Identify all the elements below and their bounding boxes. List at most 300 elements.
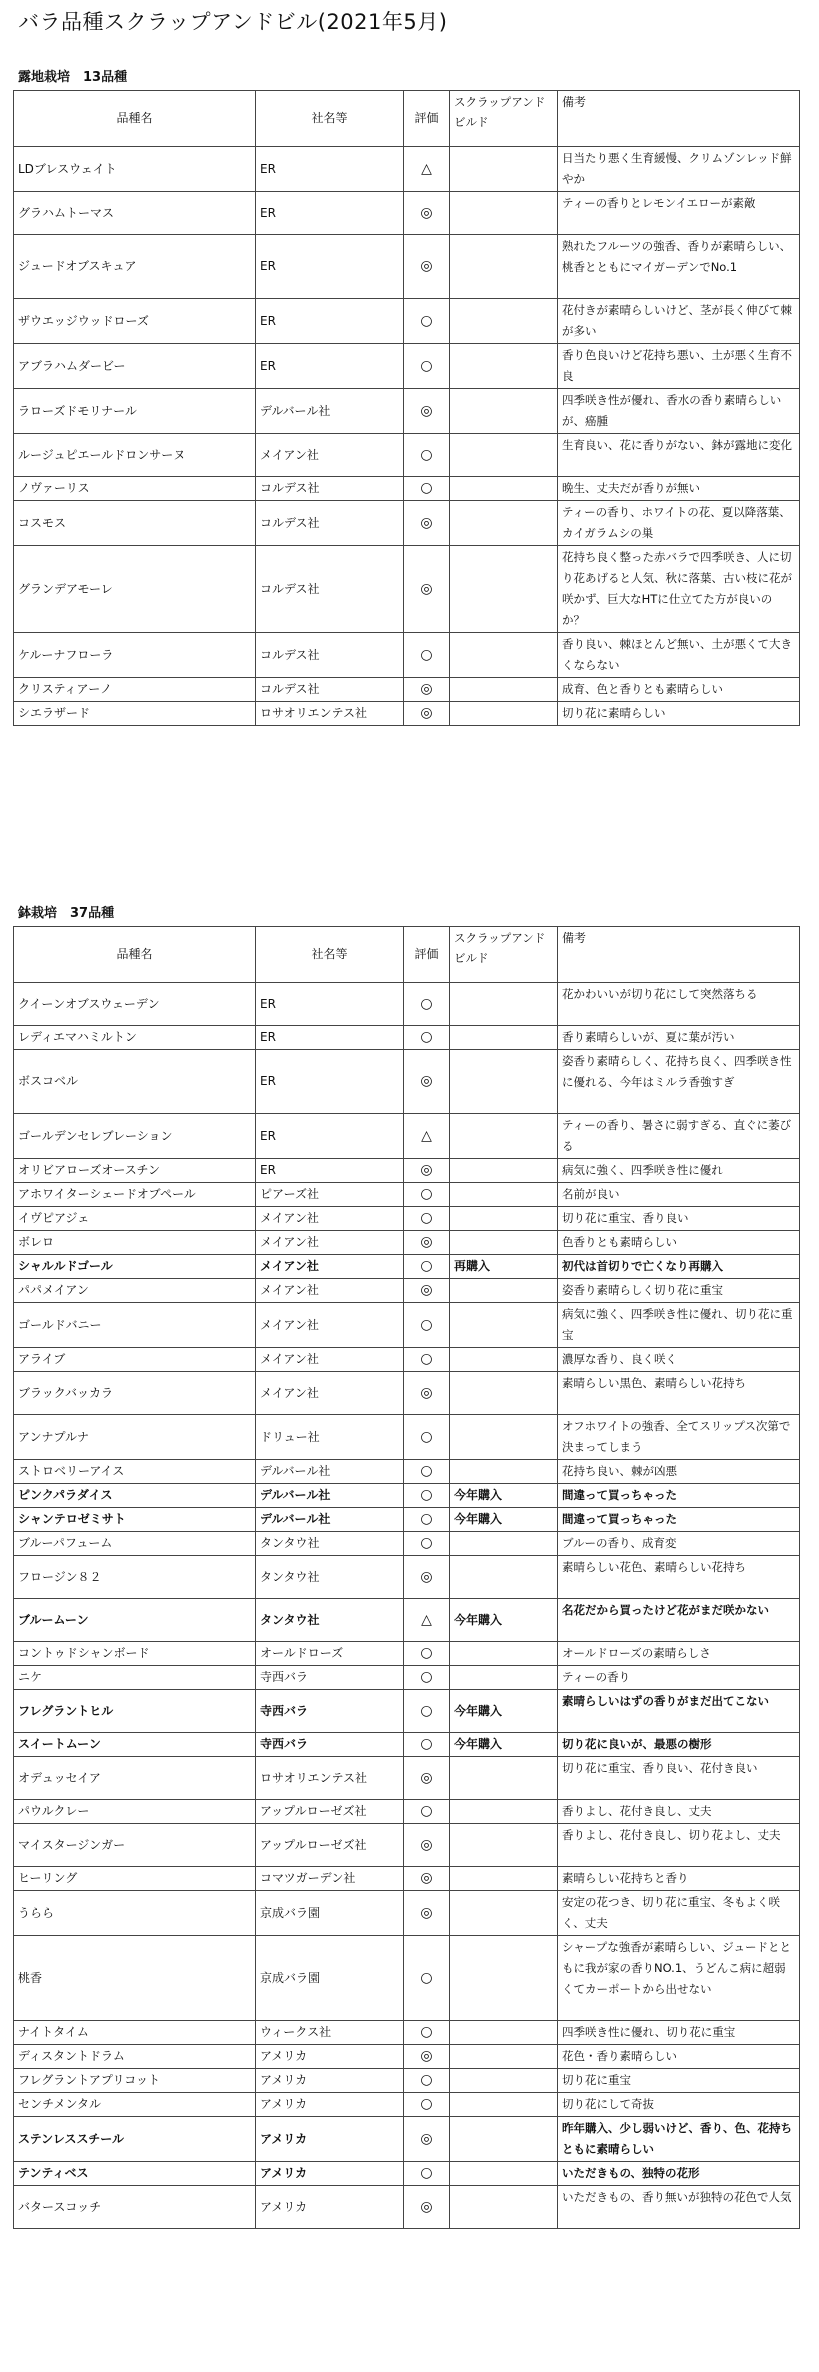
table-row [14, 1757, 800, 1800]
scrap-cell [450, 501, 558, 546]
table-row [14, 501, 800, 546]
table-row [14, 1460, 800, 1484]
company-cell: デルバール社 [256, 1460, 404, 1484]
note-cell: ブルーの香り、成育変 [558, 1532, 800, 1556]
table-row [14, 1279, 800, 1303]
rating-cell: ◎ [404, 678, 450, 702]
table-row [14, 147, 800, 192]
company-cell: コルデス社 [256, 546, 404, 633]
header-note: 備考 [558, 91, 800, 147]
table-row [14, 2045, 800, 2069]
scrap-cell [450, 1867, 558, 1891]
variety-cell: ステンレススチール [14, 2117, 256, 2162]
company-cell: 京成バラ園 [256, 1891, 404, 1936]
variety-cell: アンナプルナ [14, 1415, 256, 1460]
rating-cell: ◎ [404, 1556, 450, 1599]
scrap-cell [450, 1556, 558, 1599]
header-company: 社名等 [256, 91, 404, 147]
note-cell: 切り花に重宝 [558, 2069, 800, 2093]
scrap-cell [450, 702, 558, 726]
scrap-cell [450, 1824, 558, 1867]
scrap-cell [450, 434, 558, 477]
table-row [14, 1231, 800, 1255]
table-row [14, 2162, 800, 2186]
note-cell: ティーの香り [558, 1666, 800, 1690]
note-cell: 切り花に重宝、香り良い [558, 1207, 800, 1231]
note-cell: 色香りとも素晴らしい [558, 1231, 800, 1255]
rating-cell: ○ [404, 1183, 450, 1207]
rating-cell: ◎ [404, 1757, 450, 1800]
header-rating: 評価 [404, 927, 450, 983]
note-cell: 熟れたフルーツの強香、香りが素晴らしい、桃香とともにマイガーデンでNo.1 [558, 235, 800, 299]
scrap-cell: 今年購入 [450, 1508, 558, 1532]
note-cell: 名花だから買ったけど花がまだ咲かない [558, 1599, 800, 1642]
table-row [14, 983, 800, 1026]
note-cell: 香り良い、棘ほとんど無い、土が悪くて大きくならない [558, 633, 800, 678]
company-cell: デルバール社 [256, 1508, 404, 1532]
scrap-cell [450, 1532, 558, 1556]
rating-cell: ○ [404, 299, 450, 344]
header-company: 社名等 [256, 927, 404, 983]
table-row [14, 389, 800, 434]
variety-cell: 桃香 [14, 1936, 256, 2021]
company-cell: コルデス社 [256, 633, 404, 678]
variety-cell: イヴピアジェ [14, 1207, 256, 1231]
note-cell: 切り花に素晴らしい [558, 702, 800, 726]
variety-cell: ナイトタイム [14, 2021, 256, 2045]
note-cell: 香りよし、花付き良し、丈夫 [558, 1800, 800, 1824]
rating-cell: ◎ [404, 501, 450, 546]
scrap-cell: 再購入 [450, 1255, 558, 1279]
company-cell: ER [256, 1050, 404, 1114]
rating-cell: ◎ [404, 389, 450, 434]
rating-cell: ○ [404, 1255, 450, 1279]
variety-cell: スイートムーン [14, 1733, 256, 1757]
company-cell: ER [256, 983, 404, 1026]
table-row [14, 1556, 800, 1599]
company-cell: ER [256, 1114, 404, 1159]
variety-cell: ゴールデンセレブレーション [14, 1114, 256, 1159]
variety-cell: コスモス [14, 501, 256, 546]
scrap-cell [450, 1415, 558, 1460]
note-cell: ティーの香り、ホワイトの花、夏以降落葉、カイガラムシの巣 [558, 501, 800, 546]
variety-cell: シャンテロゼミサト [14, 1508, 256, 1532]
table-row [14, 1642, 800, 1666]
rating-cell: △ [404, 1114, 450, 1159]
scrap-cell [450, 2117, 558, 2162]
rating-cell: ○ [404, 633, 450, 678]
rating-cell: ○ [404, 1460, 450, 1484]
rating-cell: ◎ [404, 2186, 450, 2229]
scrap-cell [450, 2045, 558, 2069]
company-cell: ロサオリエンテス社 [256, 702, 404, 726]
scrap-cell [450, 1348, 558, 1372]
company-cell: アメリカ [256, 2186, 404, 2229]
company-cell: メイアン社 [256, 1372, 404, 1415]
table-row [14, 1800, 800, 1824]
scrap-cell: 今年購入 [450, 1690, 558, 1733]
rating-cell: ○ [404, 1666, 450, 1690]
note-cell: 花色・香り素晴らしい [558, 2045, 800, 2069]
rating-cell: △ [404, 1599, 450, 1642]
rating-cell: ◎ [404, 1159, 450, 1183]
company-cell: アメリカ [256, 2162, 404, 2186]
table-row [14, 1484, 800, 1508]
company-cell: タンタウ社 [256, 1556, 404, 1599]
company-cell: オールドローズ [256, 1642, 404, 1666]
section-title-pot: 鉢栽培 37品種 [18, 906, 115, 921]
variety-cell: オデュッセイア [14, 1757, 256, 1800]
company-cell: コルデス社 [256, 501, 404, 546]
note-cell: 切り花に重宝、香り良い、花付き良い [558, 1757, 800, 1800]
variety-cell: クイーンオブスウェーデン [14, 983, 256, 1026]
variety-cell: センチメンタル [14, 2093, 256, 2117]
scrap-cell: 今年購入 [450, 1484, 558, 1508]
note-cell: 姿香り素晴らしく、花持ち良く、四季咲き性に優れる、今年はミルラ香強すぎ [558, 1050, 800, 1114]
rating-cell: ○ [404, 1026, 450, 1050]
table-row [14, 1666, 800, 1690]
variety-cell: マイスタージンガー [14, 1824, 256, 1867]
table-row [14, 1159, 800, 1183]
variety-cell: ジュードオブスキュア [14, 235, 256, 299]
scrap-cell [450, 1231, 558, 1255]
company-cell: ER [256, 1159, 404, 1183]
rating-cell: ○ [404, 434, 450, 477]
company-cell: ER [256, 299, 404, 344]
company-cell: ER [256, 1026, 404, 1050]
rating-cell: ◎ [404, 1231, 450, 1255]
table-row [14, 1348, 800, 1372]
rating-cell: ○ [404, 2021, 450, 2045]
variety-cell: ケルーナフローラ [14, 633, 256, 678]
table-row [14, 1255, 800, 1279]
scrap-cell [450, 1183, 558, 1207]
rating-cell: ○ [404, 1484, 450, 1508]
note-cell: 成育、色と香りとも素晴らしい [558, 678, 800, 702]
company-cell: メイアン社 [256, 1255, 404, 1279]
note-cell: 初代は首切りで亡くなり再購入 [558, 1255, 800, 1279]
note-cell: 切り花にして奇抜 [558, 2093, 800, 2117]
rating-cell: △ [404, 147, 450, 192]
header-rating: 評価 [404, 91, 450, 147]
header-variety: 品種名 [14, 91, 256, 147]
variety-cell: ピンクパラダイス [14, 1484, 256, 1508]
rating-cell: ○ [404, 1303, 450, 1348]
table-row [14, 1183, 800, 1207]
scrap-cell [450, 299, 558, 344]
note-cell: シャープな強香が素晴らしい、ジュードとともに我が家の香りNO.1、うどんこ病に超弱くてカーポートから出せない [558, 1936, 800, 2021]
note-cell: 花かわいいが切り花にして突然落ちる [558, 983, 800, 1026]
note-cell: 名前が良い [558, 1183, 800, 1207]
variety-cell: バタースコッチ [14, 2186, 256, 2229]
company-cell: ER [256, 235, 404, 299]
table-row [14, 2021, 800, 2045]
note-cell: 素晴らしい黒色、素晴らしい花持ち [558, 1372, 800, 1415]
note-cell: 晩生、丈夫だが香りが無い [558, 477, 800, 501]
scrap-cell [450, 1757, 558, 1800]
outdoor-table-body [14, 147, 800, 726]
scrap-cell [450, 1891, 558, 1936]
variety-cell: ヒーリング [14, 1867, 256, 1891]
note-cell: いただきもの、香り無いが独特の花色で人気 [558, 2186, 800, 2229]
scrap-cell [450, 1050, 558, 1114]
table-row [14, 1415, 800, 1460]
scrap-cell [450, 633, 558, 678]
company-cell: タンタウ社 [256, 1599, 404, 1642]
table-header-row [14, 927, 800, 983]
rating-cell: ○ [404, 477, 450, 501]
note-cell: 生育良い、花に香りがない、鉢が露地に変化 [558, 434, 800, 477]
scrap-cell [450, 1026, 558, 1050]
table-row [14, 2069, 800, 2093]
rating-cell: ○ [404, 1532, 450, 1556]
variety-cell: オリビアローズオースチン [14, 1159, 256, 1183]
table-row [14, 1050, 800, 1114]
variety-cell: ラローズドモリナール [14, 389, 256, 434]
scrap-cell [450, 983, 558, 1026]
header-variety: 品種名 [14, 927, 256, 983]
variety-cell: グラハムトーマス [14, 192, 256, 235]
variety-cell: ディスタントドラム [14, 2045, 256, 2069]
note-cell: 昨年購入、少し弱いけど、香り、色、花持ちともに素晴らしい [558, 2117, 800, 2162]
scrap-cell [450, 1207, 558, 1231]
table-row [14, 477, 800, 501]
table-row [14, 2117, 800, 2162]
rating-cell: ◎ [404, 2045, 450, 2069]
scrap-cell [450, 1936, 558, 2021]
variety-cell: コントゥドシャンボード [14, 1642, 256, 1666]
company-cell: アメリカ [256, 2069, 404, 2093]
scrap-cell [450, 1800, 558, 1824]
note-cell: 濃厚な香り、良く咲く [558, 1348, 800, 1372]
company-cell: ウィークス社 [256, 2021, 404, 2045]
scrap-cell [450, 192, 558, 235]
scrap-cell [450, 1159, 558, 1183]
company-cell: コマツガーデン社 [256, 1867, 404, 1891]
company-cell: 寺西バラ [256, 1733, 404, 1757]
company-cell: ドリュー社 [256, 1415, 404, 1460]
note-cell: 四季咲き性が優れ、香水の香り素晴らしいが、癌腫 [558, 389, 800, 434]
rating-cell: ○ [404, 344, 450, 389]
pot-table [13, 926, 800, 2229]
table-row [14, 1207, 800, 1231]
variety-cell: アライブ [14, 1348, 256, 1372]
note-cell: 病気に強く、四季咲き性に優れ [558, 1159, 800, 1183]
scrap-cell [450, 2093, 558, 2117]
table-header-row [14, 91, 800, 147]
variety-cell: アブラハムダービー [14, 344, 256, 389]
rating-cell: ○ [404, 1800, 450, 1824]
rating-cell: ◎ [404, 235, 450, 299]
company-cell: 京成バラ園 [256, 1936, 404, 2021]
table-row [14, 1026, 800, 1050]
variety-cell: ブルーパフューム [14, 1532, 256, 1556]
scrap-cell [450, 1642, 558, 1666]
company-cell: アップルローゼズ社 [256, 1824, 404, 1867]
table-row [14, 1733, 800, 1757]
table-row [14, 1303, 800, 1348]
table-row [14, 1824, 800, 1867]
section-title-outdoor: 露地栽培 13品種 [18, 70, 128, 85]
rating-cell: ○ [404, 2069, 450, 2093]
company-cell: 寺西バラ [256, 1690, 404, 1733]
company-cell: メイアン社 [256, 1207, 404, 1231]
variety-cell: ノヴァーリス [14, 477, 256, 501]
variety-cell: ゴールドバニー [14, 1303, 256, 1348]
note-cell: 安定の花つき、切り花に重宝、冬もよく咲く、丈夫 [558, 1891, 800, 1936]
company-cell: メイアン社 [256, 1231, 404, 1255]
company-cell: タンタウ社 [256, 1532, 404, 1556]
scrap-cell [450, 235, 558, 299]
scrap-cell [450, 1460, 558, 1484]
company-cell: コルデス社 [256, 477, 404, 501]
rating-cell: ○ [404, 1415, 450, 1460]
note-cell: 香りよし、花付き良し、切り花よし、丈夫 [558, 1824, 800, 1867]
rating-cell: ◎ [404, 1824, 450, 1867]
scrap-cell: 今年購入 [450, 1599, 558, 1642]
variety-cell: ザウエッジウッドローズ [14, 299, 256, 344]
rating-cell: ○ [404, 1733, 450, 1757]
rating-cell: ○ [404, 2162, 450, 2186]
header-note: 備考 [558, 927, 800, 983]
company-cell: ER [256, 192, 404, 235]
company-cell: メイアン社 [256, 1279, 404, 1303]
variety-cell: グランデアモーレ [14, 546, 256, 633]
company-cell: デルバール社 [256, 1484, 404, 1508]
header-scrap-and-build: スクラップアンドビルド [450, 927, 558, 983]
scrap-cell [450, 2162, 558, 2186]
variety-cell: ストロベリーアイス [14, 1460, 256, 1484]
rating-cell: ◎ [404, 192, 450, 235]
variety-cell: テンティベス [14, 2162, 256, 2186]
table-row [14, 2093, 800, 2117]
table-row [14, 1114, 800, 1159]
rating-cell: ◎ [404, 1279, 450, 1303]
table-row [14, 2186, 800, 2229]
rating-cell: ○ [404, 2093, 450, 2117]
table-row [14, 1690, 800, 1733]
note-cell: 素晴らしいはずの香りがまだ出てこない [558, 1690, 800, 1733]
scrap-cell [450, 477, 558, 501]
scrap-cell [450, 1372, 558, 1415]
scrap-cell [450, 546, 558, 633]
note-cell: 姿香り素晴らしく切り花に重宝 [558, 1279, 800, 1303]
table-row [14, 546, 800, 633]
note-cell: 間違って買っちゃった [558, 1484, 800, 1508]
company-cell: デルバール社 [256, 389, 404, 434]
outdoor-table [13, 90, 800, 726]
variety-cell: クリスティアーノ [14, 678, 256, 702]
note-cell: 香り素晴らしいが、夏に葉が汚い [558, 1026, 800, 1050]
rating-cell: ◎ [404, 1372, 450, 1415]
company-cell: ER [256, 344, 404, 389]
company-cell: アップルローゼズ社 [256, 1800, 404, 1824]
rating-cell: ◎ [404, 2117, 450, 2162]
note-cell: 間違って買っちゃった [558, 1508, 800, 1532]
table-row [14, 235, 800, 299]
note-cell: 花持ち良い、棘が凶悪 [558, 1460, 800, 1484]
scrap-cell [450, 1666, 558, 1690]
table-row [14, 1891, 800, 1936]
variety-cell: ニケ [14, 1666, 256, 1690]
rating-cell: ◎ [404, 546, 450, 633]
scrap-cell [450, 389, 558, 434]
variety-cell: フレグラントアプリコット [14, 2069, 256, 2093]
scrap-cell [450, 1114, 558, 1159]
rating-cell: ◎ [404, 1050, 450, 1114]
company-cell: ピアーズ社 [256, 1183, 404, 1207]
note-cell: オフホワイトの強香、全てスリップス次第で決まってしまう [558, 1415, 800, 1460]
scrap-cell [450, 678, 558, 702]
company-cell: アメリカ [256, 2117, 404, 2162]
variety-cell: ブルームーン [14, 1599, 256, 1642]
scrap-cell [450, 1279, 558, 1303]
variety-cell: ブラックバッカラ [14, 1372, 256, 1415]
table-row [14, 344, 800, 389]
company-cell: コルデス社 [256, 678, 404, 702]
note-cell: 病気に強く、四季咲き性に優れ、切り花に重宝 [558, 1303, 800, 1348]
variety-cell: フロージン８２ [14, 1556, 256, 1599]
scrap-cell [450, 2069, 558, 2093]
rating-cell: ○ [404, 1642, 450, 1666]
scrap-cell [450, 344, 558, 389]
rating-cell: ○ [404, 983, 450, 1026]
note-cell: 香り色良いけど花持ち悪い、土が悪く生育不良 [558, 344, 800, 389]
company-cell: ロサオリエンテス社 [256, 1757, 404, 1800]
table-row [14, 434, 800, 477]
variety-cell: レディエマハミルトン [14, 1026, 256, 1050]
variety-cell: ボレロ [14, 1231, 256, 1255]
company-cell: メイアン社 [256, 1348, 404, 1372]
scrap-cell [450, 2021, 558, 2045]
company-cell: アメリカ [256, 2045, 404, 2069]
note-cell: 四季咲き性に優れ、切り花に重宝 [558, 2021, 800, 2045]
company-cell: メイアン社 [256, 434, 404, 477]
variety-cell: フレグラントヒル [14, 1690, 256, 1733]
rating-cell: ○ [404, 1690, 450, 1733]
variety-cell: シエラザード [14, 702, 256, 726]
note-cell: 素晴らしい花色、素晴らしい花持ち [558, 1556, 800, 1599]
note-cell: 花持ち良く整った赤バラで四季咲き、人に切り花あげると人気、秋に落葉、古い枝に花が咲かず、巨大なHTに仕立てた方が良いのか？ [558, 546, 800, 633]
table-row [14, 1936, 800, 2021]
company-cell: アメリカ [256, 2093, 404, 2117]
rating-cell: ◎ [404, 1867, 450, 1891]
variety-cell: パウルクレー [14, 1800, 256, 1824]
header-scrap-and-build: スクラップアンドビルド [450, 91, 558, 147]
company-cell: ER [256, 147, 404, 192]
table-row [14, 633, 800, 678]
note-cell: 花付きが素晴らしいけど、茎が長く伸びて棘が多い [558, 299, 800, 344]
company-cell: メイアン社 [256, 1303, 404, 1348]
scrap-cell [450, 147, 558, 192]
note-cell: オールドローズの素晴らしさ [558, 1642, 800, 1666]
note-cell: ティーの香りとレモンイエローが素敵 [558, 192, 800, 235]
note-cell: 日当たり悪く生育緩慢、クリムゾンレッド鮮やか [558, 147, 800, 192]
variety-cell: うらら [14, 1891, 256, 1936]
table-row [14, 1532, 800, 1556]
table-row [14, 678, 800, 702]
variety-cell: シャルルドゴール [14, 1255, 256, 1279]
table-row [14, 1867, 800, 1891]
table-row [14, 1508, 800, 1532]
variety-cell: アホワイターシェードオブペール [14, 1183, 256, 1207]
variety-cell: パパメイアン [14, 1279, 256, 1303]
rating-cell: ○ [404, 1348, 450, 1372]
rating-cell: ◎ [404, 1891, 450, 1936]
table-row [14, 1372, 800, 1415]
variety-cell: ルージュピエールドロンサーヌ [14, 434, 256, 477]
table-row [14, 192, 800, 235]
